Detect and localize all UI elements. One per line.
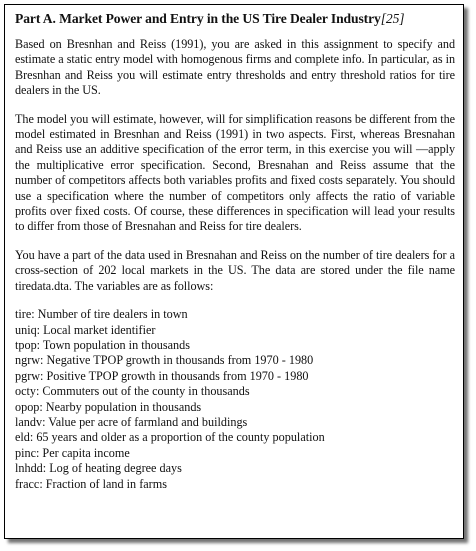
variable-item: pgrw: Positive TPOP growth in thousands from 1970 - 1980 <box>15 368 309 383</box>
variable-list <box>15 307 455 492</box>
variable-item: opop: Nearby population in thousands <box>15 399 202 414</box>
section-points: [25] <box>380 11 405 26</box>
variable-item: uniq: Local market identifier <box>15 322 156 337</box>
variable-item: tire: Number of tire dealers in town <box>15 307 188 322</box>
section-title-text: Part A. Market Power and Entry in the US Tire Dealer Industry <box>15 11 381 26</box>
variable-item: pinc: Per capita income <box>15 445 130 460</box>
variable-item: octy: Commuters out of the county in thousands <box>15 384 250 399</box>
data-paragraph: You have a part of the data used in Bresnahan and Reiss on the number of tire dealers for a cross-section of 202 local markets in the US. The data are stored under the file name tiredata.dta. The variables are as follows: <box>15 247 455 293</box>
variable-item: fracc: Fraction of land in farms <box>15 476 167 491</box>
model-paragraph: The model you will estimate, however, will for simplification reasons be different from the model estimated in Bresnhan and Reiss (1991) in two aspects. First, whereas Bresnahan and Reiss use an additive specification of the error term, in this exercise you will —apply the multiplicative error specification. Second, Bresnahan and Reiss assume that the number of competitors affects both variables profits and fixed costs separately. You should use a specification where the number of competitors only affects the ratio of variable profits over fixed costs. Of course, these differences in specification will lead your results to differ from those of Bresnahan and Reiss for tire dealers. <box>15 111 455 234</box>
assignment-box <box>4 4 464 539</box>
variable-item: tpop: Town population in thousands <box>15 337 190 352</box>
variable-item: lnhdd: Log of heating degree days <box>15 461 182 476</box>
section-title <box>15 10 455 27</box>
variable-item: eld: 65 years and older as a proportion of the county population <box>15 430 325 445</box>
variable-item: ngrw: Negative TPOP growth in thousands from 1970 - 1980 <box>15 353 314 368</box>
intro-paragraph: Based on Bresnhan and Reiss (1991), you are asked in this assignment to specify and estimate a static entry model with homogenous firms and complete info. In particular, as in Bresnhan and Reiss you will estimate entry thresholds and entry threshold ratios for tire dealers in the US. <box>15 37 455 98</box>
variable-item: landv: Value per acre of farmland and buildings <box>15 414 248 429</box>
